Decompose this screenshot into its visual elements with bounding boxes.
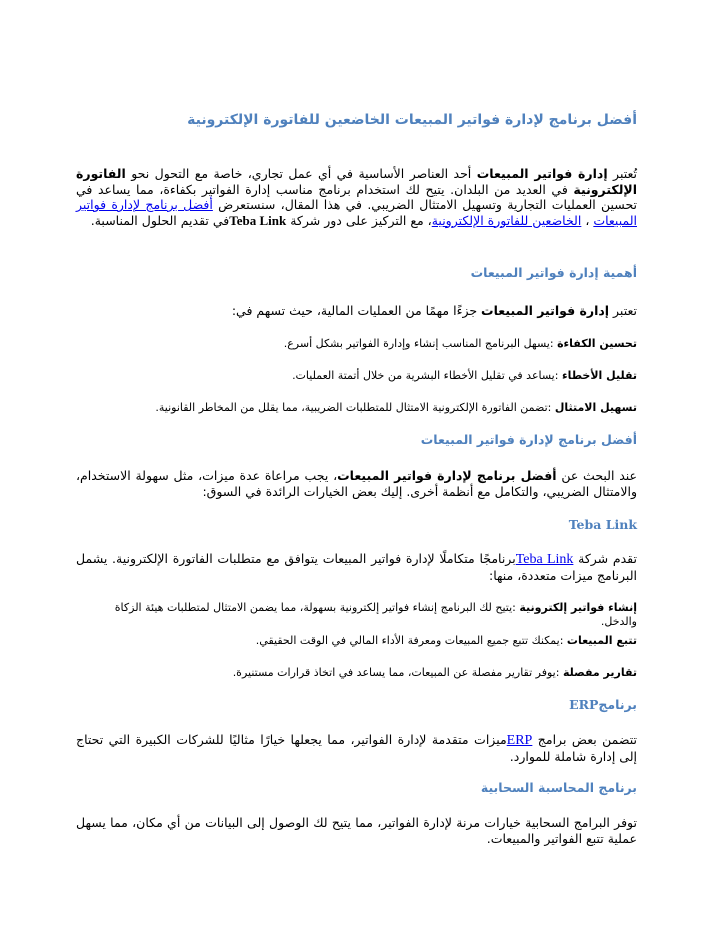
heading-cloud-accounting: برنامج المحاسبة السحابية (480, 780, 637, 795)
importance-paragraph: تعتبر إدارة فواتير المبيعات جزءًا مهمًا من العمليات المالية، حيث تسهم في: (231, 303, 637, 318)
heading-best-program: أفضل برنامج لإدارة فواتير المبيعات (420, 432, 637, 447)
best-program-link[interactable]: أفضل برنامج لإدارة فواتير المبيعات (76, 197, 637, 228)
list-item: تحسين الكفاءة :يسهل البرنامج المناسب إنشاء وإدارة الفواتير بشكل أسرع. (283, 337, 637, 350)
teba-link[interactable]: Teba Link (515, 552, 574, 567)
heading-erp: برنامجERP (569, 697, 637, 712)
list-item: تتبع المبيعات :يمكنك تتبع جميع المبيعات ومعرفة الأداء المالي في الوقت الحقيقي. (255, 634, 637, 647)
intro-bold-2: الفاتورة الإلكترونية (76, 166, 637, 197)
intro-bold-1: إدارة فواتير المبيعات (476, 166, 608, 181)
heading-importance: أهمية إدارة فواتير المبيعات (470, 265, 637, 280)
intro-paragraph: تُعتبر إدارة فواتير المبيعات أحد العناصر الأساسية في أي عمل تجاري، خاصة مع التحول نحو الفاتورة الإلكترونية في العديد من البلدان. يتيح لك استخدام برنامج مناسب إدارة الفواتير بكفاءة، مما يساعد في تحسين العمليات التجارية وتسهيل الامتثال الضريبي. في هذا المقال، سنستعرض أفضل برنامج لإدارة فواتير المبيعات ، الخاضعين للفاتورة الإلكترونية، مع التركيز على دور شركة Teba Linkفي تقديم الحلول المناسبة. (76, 166, 637, 228)
teba-paragraph: تقدم شركة Teba Linkبرنامجًا متكاملًا لإدارة فواتير المبيعات يتوافق مع متطلبات الفاتورة الإلكترونية. يشمل البرنامج ميزات متعددة، منها: (76, 551, 637, 583)
erp-link[interactable]: ERP (506, 733, 533, 748)
brand-name: Teba Link (229, 212, 287, 228)
list-item: تقارير مفصلة :يوفر تقارير مفصلة عن المبيعات، مما يساعد في اتخاذ قرارات مستنيرة. (232, 666, 637, 679)
list-item: تسهيل الامتثال :تضمن الفاتورة الإلكترونية الامتثال للمتطلبات الضريبية، مما يقلل من المخاطر القانونية. (155, 401, 637, 414)
list-item: إنشاء فواتير إلكترونية :يتيح لك البرنامج إنشاء فواتير إلكترونية بسهولة، مما يضمن الامتثال لمتطلبات هيئة الزكاة والدخل. (114, 601, 637, 628)
cloud-paragraph: توفر البرامج السحابية خيارات مرنة لإدارة الفواتير، مما يتيح لك الوصول إلى البيانات من أي مكان، مما يسهل عملية تتبع الفواتير والمبيعات. (76, 815, 637, 846)
e-invoice-link[interactable]: الخاضعين للفاتورة الإلكترونية (431, 212, 582, 228)
page-title: أفضل برنامج لإدارة فواتير المبيعات الخاضعين للفاتورة الإلكترونية (187, 112, 637, 128)
heading-teba-link: Teba Link (568, 517, 637, 532)
list-item: تقليل الأخطاء :يساعد في تقليل الأخطاء البشرية من خلال أتمتة العمليات. (292, 369, 637, 382)
erp-paragraph: تتضمن بعض برامج ERPميزات متقدمة لإدارة الفواتير، مما يجعلها خيارًا مثاليًا للشركات الكبيرة التي تحتاج إلى إدارة شاملة للموارد. (76, 732, 637, 764)
best-program-paragraph: عند البحث عن أفضل برنامج لإدارة فواتير المبيعات، يجب مراعاة عدة ميزات، مثل سهولة الاستخدام، والامتثال الضريبي، والتكامل مع أنظمة أخرى. إليك بعض الخيارات الرائدة في السوق: (76, 468, 637, 499)
